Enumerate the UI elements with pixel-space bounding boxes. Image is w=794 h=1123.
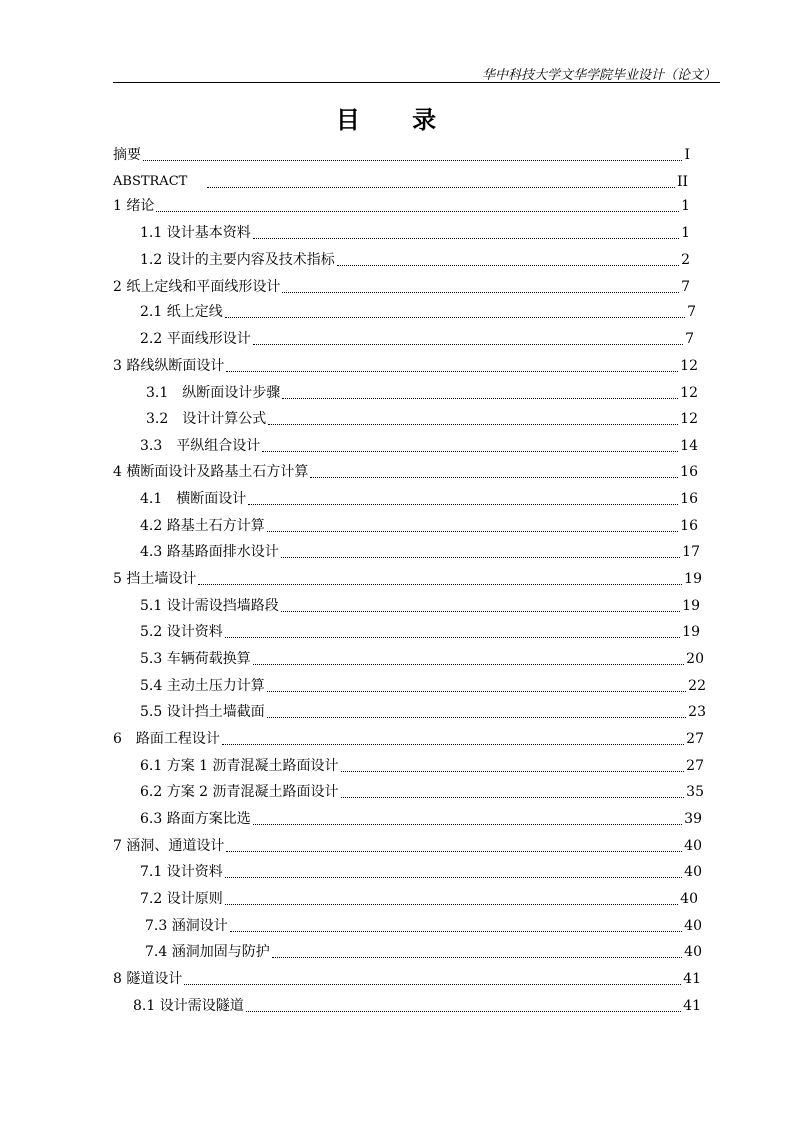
toc-page: 19 xyxy=(682,624,700,640)
toc-label: 7.4 涵洞加固与防护 xyxy=(145,944,270,960)
toc-leader xyxy=(184,984,681,985)
toc-entry-ch5[interactable] xyxy=(113,568,702,588)
toc-label: 5.5 设计挡土墙截面 xyxy=(140,704,265,720)
toc-label: 5.2 设计资料 xyxy=(140,624,223,640)
toc-label: 3.1 纵断面设计步骤 xyxy=(146,385,281,401)
toc-leader xyxy=(226,851,682,852)
toc-page: 40 xyxy=(684,864,702,880)
toc-page: 1 xyxy=(681,225,690,241)
toc-label: 4.2 路基土石方计算 xyxy=(140,518,265,534)
toc-entry-4-3[interactable] xyxy=(140,541,700,561)
toc-page: 12 xyxy=(680,385,698,401)
toc-label: 6.1 方案 1 沥青混凝土路面设计 xyxy=(140,758,339,774)
toc-page: 7 xyxy=(685,331,694,347)
toc-leader xyxy=(341,771,685,772)
toc-label: ABSTRACT xyxy=(113,174,188,189)
toc-label: 1.1 设计基本资料 xyxy=(140,225,251,241)
toc-leader xyxy=(253,344,683,345)
toc-page: 19 xyxy=(682,598,700,614)
toc-entry-2-2[interactable] xyxy=(140,328,694,348)
toc-entry-4-1[interactable] xyxy=(140,488,698,508)
toc-leader xyxy=(341,797,685,798)
toc-label: 7 涵洞、通道设计 xyxy=(113,838,225,854)
toc-leader xyxy=(282,398,678,399)
toc-leader xyxy=(281,611,680,612)
toc-entry-8-1[interactable] xyxy=(133,995,701,1015)
toc-entry-6-3[interactable] xyxy=(140,808,702,828)
toc-entry-ch4[interactable] xyxy=(113,461,698,481)
toc-page: 22 xyxy=(688,678,706,694)
toc-leader xyxy=(337,265,679,266)
toc-label: 4.3 路基路面排水设计 xyxy=(140,544,279,560)
toc-page: 14 xyxy=(680,438,698,454)
toc-entry-5-3[interactable] xyxy=(140,648,704,668)
toc-leader xyxy=(226,371,678,372)
toc-label: 5.3 车辆荷载换算 xyxy=(140,651,251,667)
toc-page: 23 xyxy=(688,704,706,720)
toc-label: 2.1 纸上定线 xyxy=(140,304,223,320)
toc-entry-4-2[interactable] xyxy=(140,515,698,535)
toc-page: 7 xyxy=(681,279,690,295)
toc-page: 35 xyxy=(686,784,704,800)
toc-page: 41 xyxy=(683,971,701,987)
toc-entry-abstract-en[interactable] xyxy=(113,171,688,191)
toc-entry-5-2[interactable] xyxy=(140,621,700,641)
toc-entry-3-3[interactable] xyxy=(140,435,698,455)
toc-entry-6-2[interactable] xyxy=(140,781,704,801)
toc-leader xyxy=(156,211,679,212)
toc-entry-7-2[interactable] xyxy=(140,888,698,908)
toc-page: 2 xyxy=(681,252,690,268)
toc-entry-7-4[interactable] xyxy=(145,941,702,961)
toc-leader xyxy=(248,504,678,505)
toc-page: 7 xyxy=(687,304,696,320)
toc-leader xyxy=(225,317,685,318)
toc-entry-3-1[interactable] xyxy=(146,382,698,402)
toc-entry-6-1[interactable] xyxy=(140,755,704,775)
toc-leader xyxy=(225,904,678,905)
toc-leader xyxy=(246,1011,681,1012)
toc-leader xyxy=(225,877,682,878)
toc-label: 5 挡土墙设计 xyxy=(113,571,197,587)
toc-label: 2 纸上定线和平面线形设计 xyxy=(113,279,281,295)
toc-entry-5-4[interactable] xyxy=(140,675,706,695)
toc-label: 7.2 设计原则 xyxy=(140,891,223,907)
toc-entry-ch2[interactable] xyxy=(113,276,690,296)
toc-entry-ch3[interactable] xyxy=(113,355,698,375)
toc-entry-3-2[interactable] xyxy=(146,408,698,428)
toc-label: 6 路面工程设计 xyxy=(113,731,220,747)
toc-label: 6.3 路面方案比选 xyxy=(140,811,251,827)
toc-page: 16 xyxy=(680,491,698,507)
toc-page: 27 xyxy=(686,731,704,747)
toc-entry-abstract-cn[interactable] xyxy=(113,144,690,164)
toc-entry-5-1[interactable] xyxy=(140,595,700,615)
toc-entry-1-2[interactable] xyxy=(140,249,690,269)
toc-entry-ch6[interactable] xyxy=(113,728,704,748)
toc-label: 摘要 xyxy=(113,147,141,163)
toc-page: 40 xyxy=(684,944,702,960)
toc-page: 19 xyxy=(684,571,702,587)
toc-label: 5.1 设计需设挡墙路段 xyxy=(140,598,279,614)
toc-leader xyxy=(267,531,678,532)
header-text: 华中科技大学文华学院毕业设计（论文） xyxy=(481,68,716,83)
toc-label: 5.4 主动土压力计算 xyxy=(140,678,265,694)
toc-leader xyxy=(267,717,686,718)
toc-leader xyxy=(267,691,686,692)
toc-page: 27 xyxy=(686,758,704,774)
toc-leader xyxy=(282,292,679,293)
toc-label: 1 绪论 xyxy=(113,198,155,214)
toc-page: 16 xyxy=(680,464,698,480)
toc-label: 3.3 平纵组合设计 xyxy=(140,438,261,454)
toc-leader xyxy=(253,238,679,239)
toc-page: 1 xyxy=(681,198,690,214)
toc-label: 7.1 设计资料 xyxy=(140,864,223,880)
toc-leader xyxy=(225,637,680,638)
toc-label: 7.3 涵洞设计 xyxy=(145,918,228,934)
toc-entry-ch8[interactable] xyxy=(113,968,701,988)
toc-label: 8 隧道设计 xyxy=(113,971,183,987)
toc-entry-7-1[interactable] xyxy=(140,861,702,881)
toc-page: 20 xyxy=(686,651,704,667)
toc-label: 3 路线纵断面设计 xyxy=(113,358,225,374)
toc-label: 8.1 设计需设隧道 xyxy=(133,998,244,1014)
toc-page: 12 xyxy=(680,411,698,427)
toc-label: 3.2 设计计算公式 xyxy=(146,411,267,427)
toc-page: 40 xyxy=(684,918,702,934)
page-title: 目 录 xyxy=(335,106,459,134)
toc-leader xyxy=(207,187,675,188)
toc-leader xyxy=(310,477,678,478)
toc-entry-5-5[interactable] xyxy=(140,701,706,721)
toc-leader xyxy=(253,824,682,825)
toc-leader xyxy=(262,451,678,452)
toc-label: 4.1 横断面设计 xyxy=(140,491,247,507)
toc-page: 40 xyxy=(684,838,702,854)
toc-page: I xyxy=(684,147,690,163)
toc-page: 12 xyxy=(680,358,698,374)
toc-page: 41 xyxy=(683,998,701,1014)
toc-entry-1-1[interactable] xyxy=(140,222,690,242)
toc-label: 2.2 平面线形设计 xyxy=(140,331,251,347)
toc-page: 16 xyxy=(680,518,698,534)
toc-leader xyxy=(281,557,680,558)
toc-page: 39 xyxy=(684,811,702,827)
toc-page: 17 xyxy=(682,544,700,560)
toc-entry-7-3[interactable] xyxy=(145,915,702,935)
toc-leader xyxy=(143,160,682,161)
toc-page: 40 xyxy=(680,891,698,907)
toc-leader xyxy=(268,424,678,425)
toc-leader xyxy=(222,744,684,745)
toc-leader xyxy=(272,957,682,958)
toc-page: II xyxy=(676,174,688,190)
toc-leader xyxy=(253,664,684,665)
toc-leader xyxy=(230,931,682,932)
toc-entry-ch1[interactable] xyxy=(113,195,690,215)
toc-entry-2-1[interactable] xyxy=(140,301,696,321)
toc-label: 4 横断面设计及路基土石方计算 xyxy=(113,464,309,480)
toc-entry-ch7[interactable] xyxy=(113,835,702,855)
toc-leader xyxy=(198,584,682,585)
toc-label: 1.2 设计的主要内容及技术指标 xyxy=(140,252,335,268)
toc-label: 6.2 方案 2 沥青混凝土路面设计 xyxy=(140,784,339,800)
